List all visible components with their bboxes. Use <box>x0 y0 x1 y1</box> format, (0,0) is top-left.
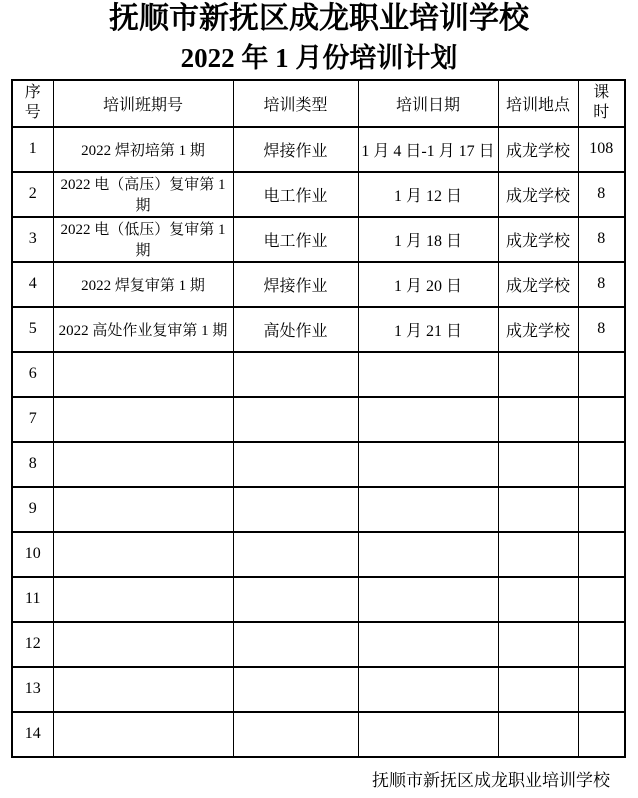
cell-date <box>358 532 498 577</box>
cell-hours <box>578 667 625 712</box>
cell-date <box>358 487 498 532</box>
column-header-date-label: 培训日期 <box>395 96 460 114</box>
cell-location: 成龙学校 <box>498 127 578 172</box>
cell-location <box>498 712 578 757</box>
cell-location: 成龙学校 <box>498 262 578 307</box>
cell-date <box>358 397 498 442</box>
cell-location: 成龙学校 <box>498 307 578 352</box>
cell-class-name: 2022 电（低压）复审第 1 期 <box>53 217 233 262</box>
table-row <box>12 622 625 667</box>
cell-date: 1 月 12 日 <box>358 172 498 217</box>
cell-seq: 3 <box>12 217 53 262</box>
cell-location: 成龙学校 <box>498 172 578 217</box>
column-header-location-label: 培训地点 <box>505 96 570 114</box>
column-header-class-name <box>53 80 233 127</box>
document-page <box>0 2 638 798</box>
table-row <box>12 217 625 262</box>
table-row <box>12 172 625 217</box>
cell-seq: 7 <box>12 397 53 442</box>
cell-seq: 14 <box>12 712 53 757</box>
table-row <box>12 442 625 487</box>
cell-type <box>233 397 358 442</box>
column-header-type <box>233 80 358 127</box>
cell-type <box>233 577 358 622</box>
cell-hours: 108 <box>578 127 625 172</box>
cell-seq: 12 <box>12 622 53 667</box>
cell-class-name: 2022 焊复审第 1 期 <box>53 262 233 307</box>
cell-seq: 9 <box>12 487 53 532</box>
cell-location <box>498 352 578 397</box>
column-header-seq-label: 序号 <box>24 83 41 122</box>
cell-seq: 5 <box>12 307 53 352</box>
table-row <box>12 127 625 172</box>
column-header-class-name-label: 培训班期号 <box>102 96 183 114</box>
cell-date <box>358 577 498 622</box>
cell-hours: 8 <box>578 172 625 217</box>
cell-seq: 13 <box>12 667 53 712</box>
cell-type <box>233 487 358 532</box>
cell-date <box>358 667 498 712</box>
cell-type: 焊接作业 <box>233 127 358 172</box>
cell-hours: 8 <box>578 307 625 352</box>
cell-date <box>358 442 498 487</box>
cell-class-name <box>53 442 233 487</box>
cell-date <box>358 622 498 667</box>
training-schedule-table <box>11 79 626 758</box>
table-row <box>12 307 625 352</box>
cell-hours <box>578 352 625 397</box>
page-subtitle: 2022 年 1 月份培训计划 <box>180 42 458 73</box>
cell-class-name: 2022 电（高压）复审第 1 期 <box>53 172 233 217</box>
cell-class-name <box>53 577 233 622</box>
table-header-row <box>12 80 625 127</box>
table-row <box>12 397 625 442</box>
cell-location <box>498 532 578 577</box>
cell-type: 电工作业 <box>233 172 358 217</box>
footer-signature: 抚顺市新抚区成龙职业培训学校 <box>372 770 610 790</box>
cell-location <box>498 397 578 442</box>
cell-class-name <box>53 352 233 397</box>
cell-type <box>233 667 358 712</box>
cell-type <box>233 532 358 577</box>
cell-class-name: 2022 焊初培第 1 期 <box>53 127 233 172</box>
cell-seq: 10 <box>12 532 53 577</box>
cell-hours <box>578 442 625 487</box>
cell-type <box>233 442 358 487</box>
cell-type: 电工作业 <box>233 217 358 262</box>
cell-type: 焊接作业 <box>233 262 358 307</box>
cell-class-name <box>53 667 233 712</box>
cell-class-name <box>53 622 233 667</box>
cell-seq: 1 <box>12 127 53 172</box>
cell-seq: 11 <box>12 577 53 622</box>
cell-hours <box>578 397 625 442</box>
cell-class-name <box>53 532 233 577</box>
cell-hours <box>578 532 625 577</box>
cell-class-name <box>53 487 233 532</box>
cell-location <box>498 442 578 487</box>
table-row <box>12 352 625 397</box>
cell-date: 1 月 21 日 <box>358 307 498 352</box>
column-header-type-label: 培训类型 <box>263 96 328 114</box>
column-header-location <box>498 80 578 127</box>
cell-hours: 8 <box>578 262 625 307</box>
cell-seq: 4 <box>12 262 53 307</box>
cell-class-name: 2022 高处作业复审第 1 期 <box>53 307 233 352</box>
column-header-seq <box>12 80 53 127</box>
table-row <box>12 712 625 757</box>
cell-class-name <box>53 397 233 442</box>
cell-location <box>498 667 578 712</box>
column-header-hours <box>578 80 625 127</box>
cell-seq: 2 <box>12 172 53 217</box>
cell-type <box>233 622 358 667</box>
column-header-hours-label: 课时 <box>593 83 610 122</box>
table-row <box>12 532 625 577</box>
cell-seq: 8 <box>12 442 53 487</box>
cell-location <box>498 577 578 622</box>
cell-date <box>358 712 498 757</box>
table-row <box>12 262 625 307</box>
cell-hours: 8 <box>578 217 625 262</box>
cell-seq: 6 <box>12 352 53 397</box>
table-row <box>12 577 625 622</box>
cell-location <box>498 487 578 532</box>
cell-location <box>498 622 578 667</box>
table-row <box>12 487 625 532</box>
table-body <box>12 127 625 757</box>
cell-type <box>233 712 358 757</box>
cell-hours <box>578 487 625 532</box>
cell-class-name <box>53 712 233 757</box>
column-header-date <box>358 80 498 127</box>
cell-hours <box>578 622 625 667</box>
cell-date: 1 月 18 日 <box>358 217 498 262</box>
cell-hours <box>578 712 625 757</box>
cell-location: 成龙学校 <box>498 217 578 262</box>
cell-date <box>358 352 498 397</box>
cell-type <box>233 352 358 397</box>
cell-hours <box>578 577 625 622</box>
table-row <box>12 667 625 712</box>
page-title: 抚顺市新抚区成龙职业培训学校 <box>109 2 529 35</box>
cell-type: 高处作业 <box>233 307 358 352</box>
cell-date: 1 月 4 日-1 月 17 日 <box>358 127 498 172</box>
cell-date: 1 月 20 日 <box>358 262 498 307</box>
